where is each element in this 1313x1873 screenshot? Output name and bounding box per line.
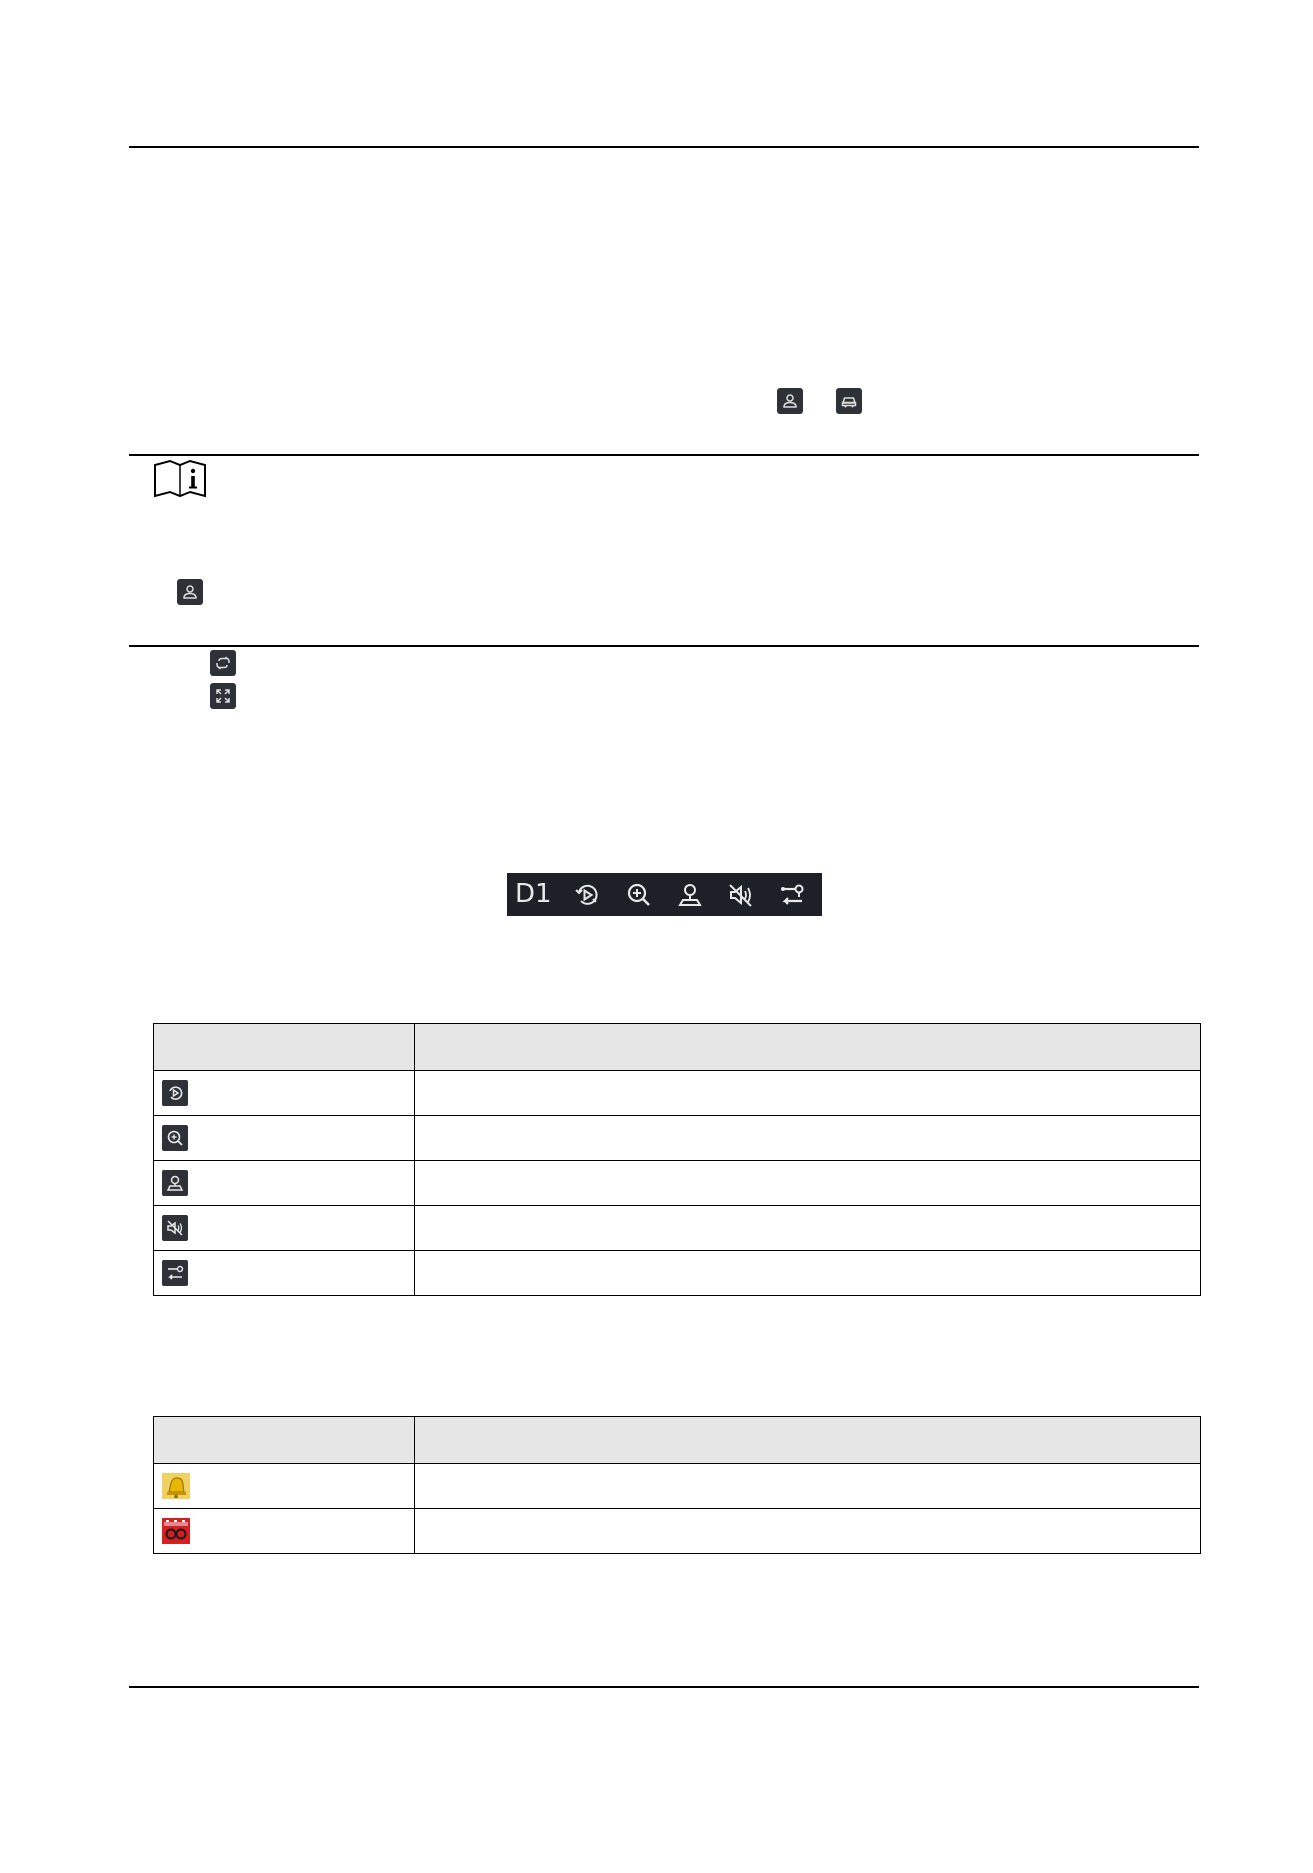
table-cell [415,1464,1201,1509]
table-header-icon [154,1024,415,1071]
mute-icon[interactable] [715,873,766,916]
table-row [154,1116,1201,1161]
channel-label: D1 [515,879,552,909]
expand-icon [210,683,236,709]
video-exception-icon [162,1518,190,1544]
table-row [154,1071,1201,1116]
switch-stream-icon [162,1260,188,1286]
table-cell [415,1251,1201,1296]
mute-icon [162,1215,188,1241]
header-rule [129,146,1199,148]
switch-stream-icon[interactable] [767,873,818,916]
loop-icon [210,650,236,676]
person-icon [777,388,803,414]
person-map-icon[interactable] [664,873,715,916]
note-bottom-rule [129,645,1199,647]
table-header-description [415,1024,1201,1071]
table-row [154,1206,1201,1251]
table-cell [415,1116,1201,1161]
table-cell [415,1206,1201,1251]
table-cell [415,1161,1201,1206]
instant-playback-icon [162,1080,188,1106]
live-view-toolbar [507,873,822,916]
table-header-icon [154,1417,415,1464]
instant-playback-icon[interactable] [562,873,613,916]
table-cell [415,1071,1201,1116]
table-row [154,1464,1201,1509]
table-row [154,1161,1201,1206]
person-map-icon [162,1170,188,1196]
note-book-icon [153,459,207,499]
toolbar-description-table [153,1023,1201,1296]
table-header-row [154,1417,1201,1464]
table-row [154,1251,1201,1296]
digital-zoom-icon [162,1125,188,1151]
person-icon [177,579,203,605]
alarm-bell-icon [162,1473,190,1499]
table-row [154,1509,1201,1554]
table-header-row [154,1024,1201,1071]
table-header-description [415,1417,1201,1464]
footer-rule [129,1686,1199,1688]
table-cell [415,1509,1201,1554]
vehicle-icon [836,388,862,414]
status-icon-table [153,1416,1201,1554]
digital-zoom-icon[interactable] [613,873,664,916]
note-top-rule [129,454,1199,456]
